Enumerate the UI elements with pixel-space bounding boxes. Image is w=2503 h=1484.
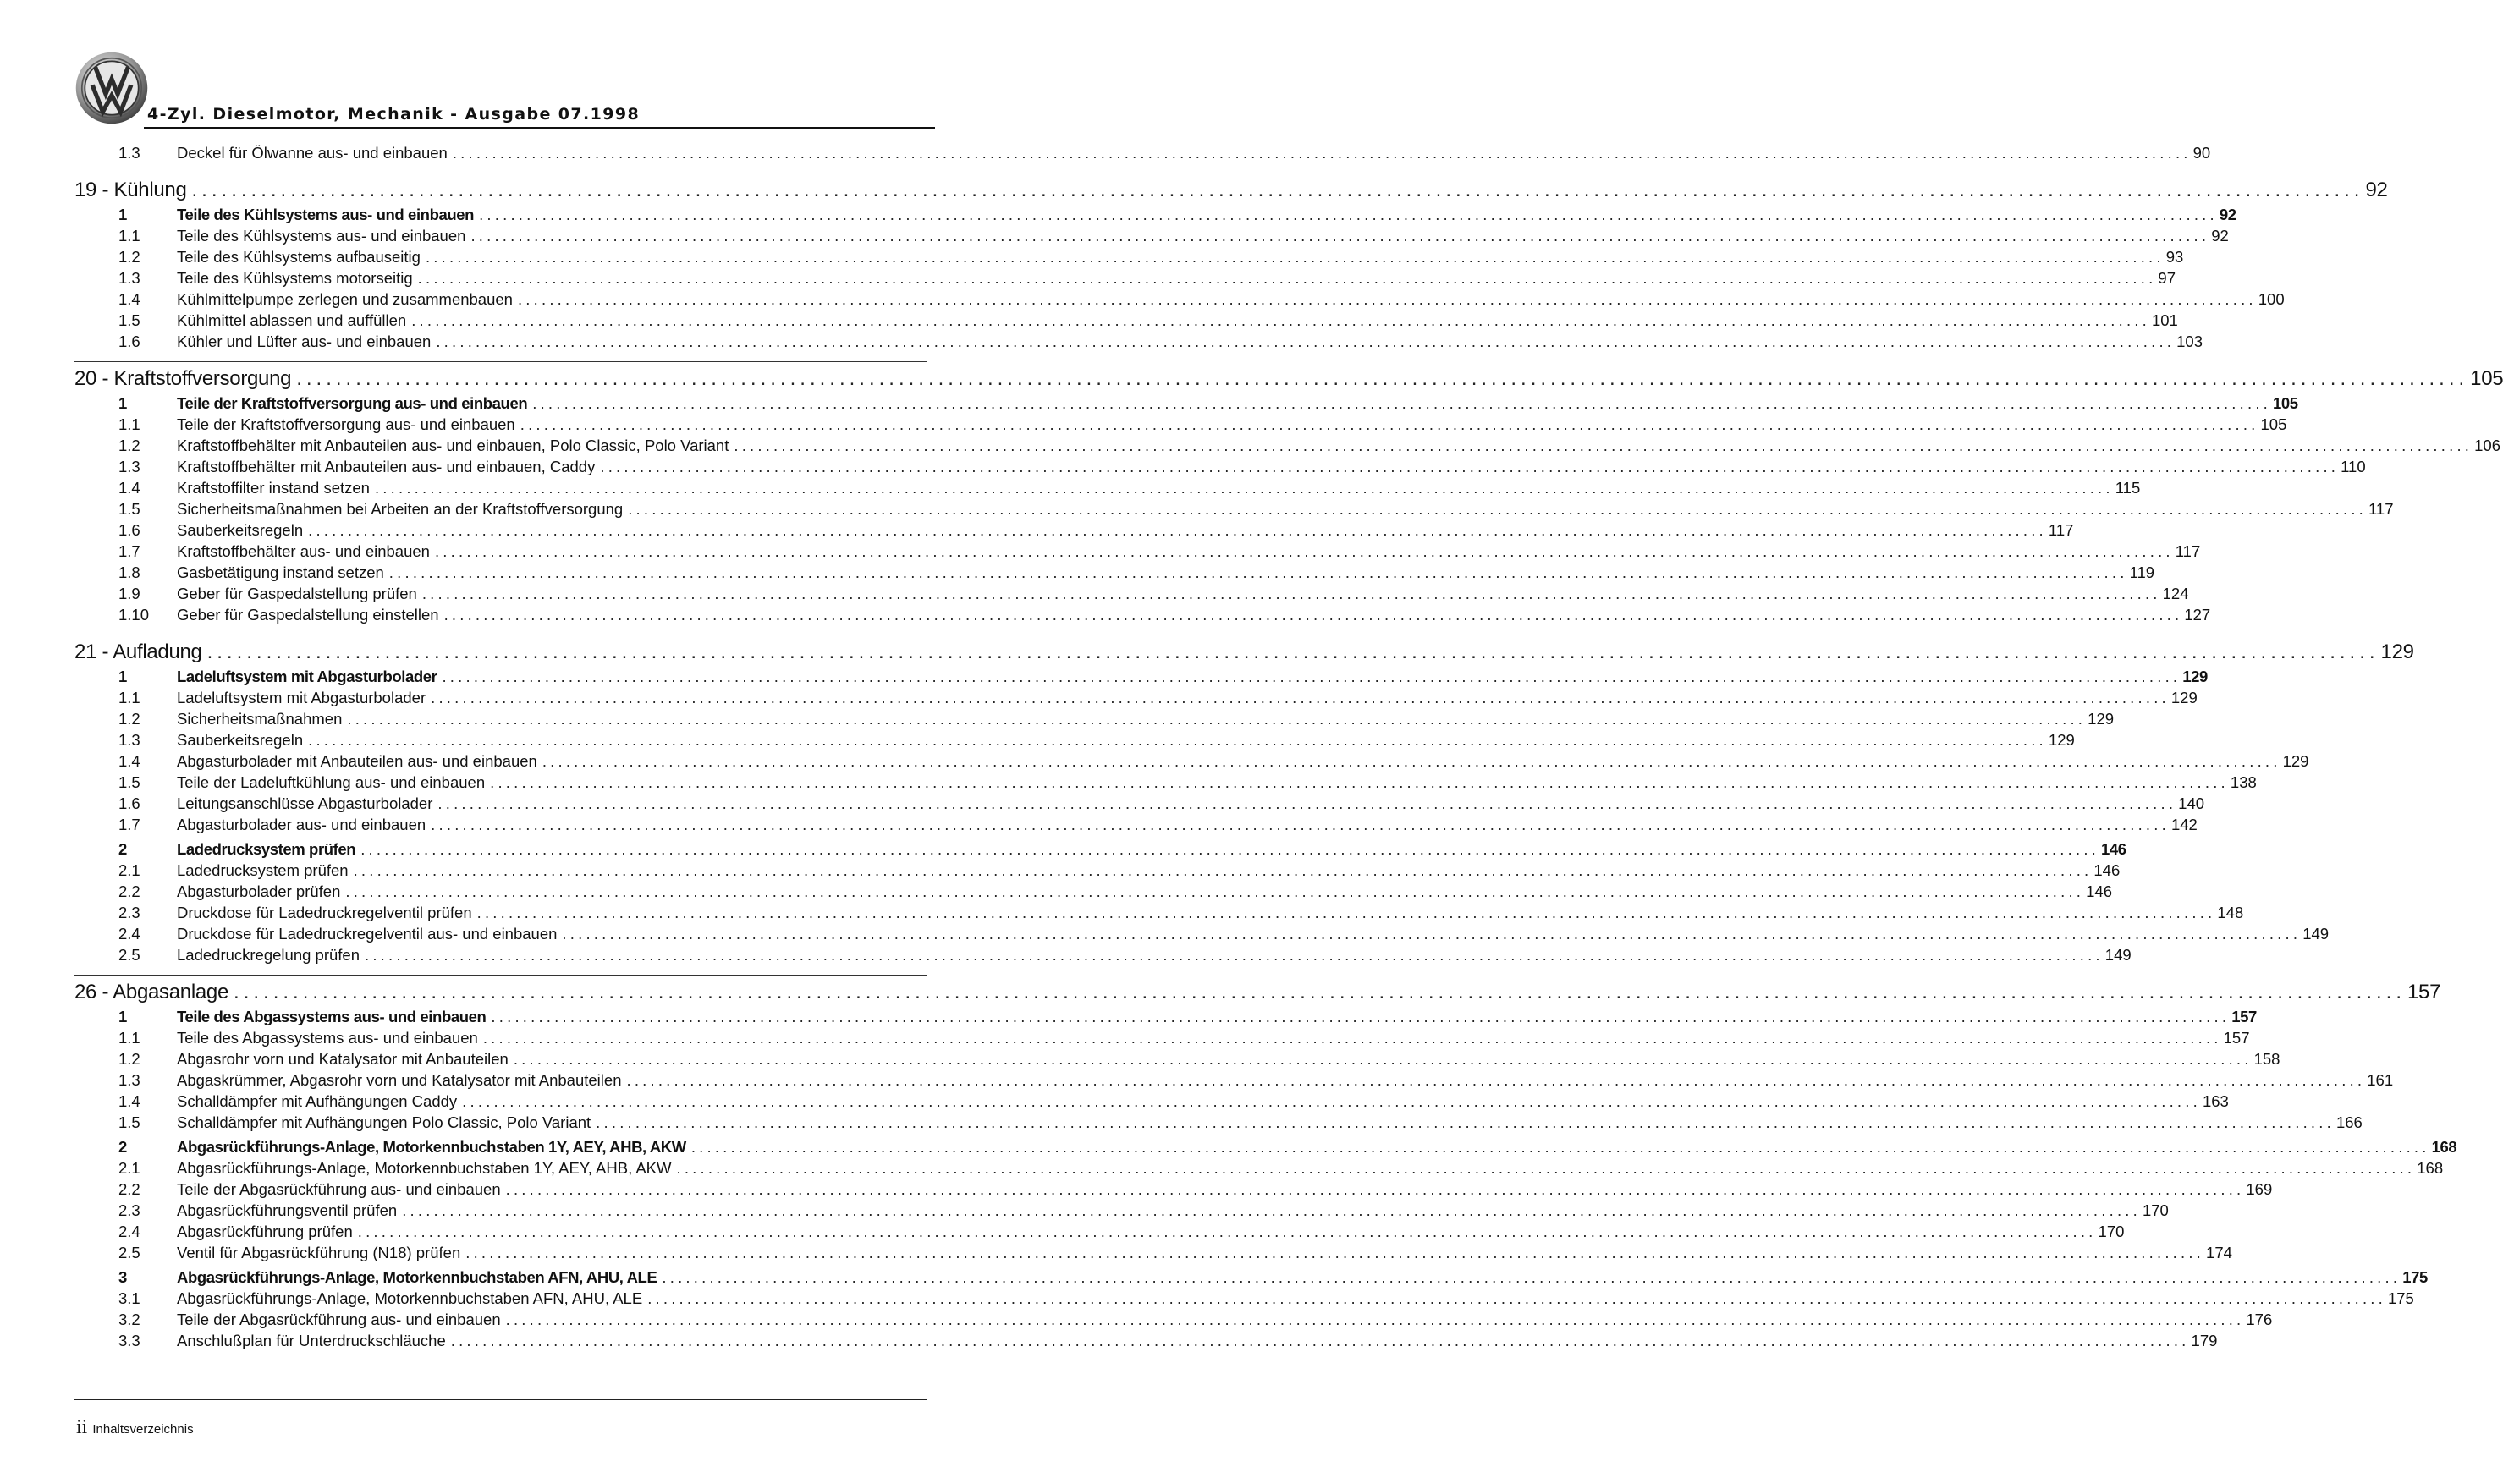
footer (76, 1416, 194, 1439)
entry-title: Ladeluftsystem mit Abgasturbolader (177, 668, 437, 685)
entry-page: 117 (2175, 542, 2201, 560)
entry-number: 2.2 (118, 1180, 140, 1198)
entry-title: Kraftstoffbehälter aus- und einbauen (177, 542, 430, 560)
toc-section-row[interactable] (118, 1267, 2428, 1288)
toc-subsection-row[interactable] (118, 903, 2244, 923)
entry-number: 2.1 (118, 1159, 140, 1177)
entry-title: Abgasrückführungs-Anlage, Motorkennbuchstaben 1Y, AEY, AHB, AKW (177, 1138, 686, 1156)
leader-dots: ............................................................................................................................................................................................................................ (347, 710, 2087, 728)
entry-page: 106 (2474, 437, 2501, 454)
leader-dots: ............................................................................................................................................................................................................................ (517, 290, 2257, 308)
entry-page: 175 (2402, 1268, 2428, 1286)
leader-dots: ............................................................................................................................................................................................................................ (411, 311, 2150, 329)
leader-dots: ............................................................................................................................................................................................................................ (491, 1008, 2231, 1025)
entry-title: Geber für Gaspedalstellung prüfen (177, 585, 417, 602)
toc-subsection-row[interactable] (118, 563, 2155, 583)
entry-title: Ladedrucksystem prüfen (177, 861, 349, 879)
entry-title: Abgasrückführungs-Anlage, Motorkennbuchstaben AFN, AHU, ALE (177, 1268, 657, 1286)
entry-page: 149 (2104, 946, 2132, 964)
entry-page: 163 (2202, 1092, 2229, 1110)
entry-title: Sauberkeitsregeln (177, 521, 304, 539)
leader-dots: ............................................................................................................................................................................................................................ (353, 861, 2093, 879)
entry-page: 174 (2206, 1244, 2232, 1261)
toc-subsection-row[interactable] (118, 1028, 2250, 1048)
entry-number: 1.8 (118, 563, 140, 581)
toc-subsection-row[interactable] (118, 751, 2309, 772)
leader-dots: ............................................................................................................................................................................................................................ (647, 1289, 2386, 1307)
entry-page: 129 (2170, 689, 2198, 706)
toc-subsection-row[interactable] (118, 311, 2178, 331)
entry-number: 3.1 (118, 1289, 140, 1307)
entry-number: 1.3 (118, 731, 140, 749)
toc-subsection-row[interactable] (118, 143, 2211, 163)
entry-page: 170 (2098, 1223, 2125, 1240)
entry-number: 1.3 (118, 269, 140, 287)
leader-dots: ............................................................................................................................................................................................................................ (690, 1138, 2430, 1156)
entry-page: 140 (2178, 794, 2205, 812)
entry-number: 1.7 (118, 816, 140, 833)
entry-number: 3 (118, 1268, 127, 1286)
entry-page: 124 (2162, 585, 2189, 602)
toc-subsection-row[interactable] (118, 268, 2176, 289)
leader-dots: ............................................................................................................................................................................................................................ (431, 689, 2170, 706)
entry-page: 129 (2088, 710, 2115, 728)
toc-subsection-row[interactable] (118, 1158, 2444, 1179)
entry-page: 105 (2273, 394, 2298, 412)
entry-number: 1.2 (118, 1050, 140, 1068)
leader-dots: ............................................................................................................................................................................................................................ (465, 1244, 2205, 1261)
entry-page: 97 (2158, 269, 2176, 287)
leader-dots: ............................................................................................................................................................................................................................ (562, 925, 2302, 943)
entry-page: 129 (2048, 731, 2075, 749)
leader-dots: ............................................................................................................................................................................................................................ (345, 882, 2085, 900)
leader-dots: ............................................................................................................................................................................................................................ (513, 1050, 2253, 1068)
entry-title: Anschlußplan für Unterdruckschläuche (177, 1332, 446, 1349)
entry-page: 158 (2253, 1050, 2280, 1068)
entry-page: 105 (2260, 415, 2287, 433)
entry-page: 115 (2115, 479, 2141, 497)
toc-subsection-row[interactable] (118, 815, 2198, 835)
toc-subsection-row[interactable] (118, 1070, 2394, 1091)
entry-number: 2.3 (118, 1201, 140, 1219)
toc-subsection-row[interactable] (118, 860, 2121, 881)
leader-dots: ............................................................................................................................................................................................................................ (421, 585, 2161, 602)
entry-title: Kühlmittel ablassen und auffüllen (177, 311, 407, 329)
entry-number: 1.3 (118, 1071, 140, 1089)
leader-dots: ............................................................................................................................................................................................................................ (505, 1180, 2245, 1198)
toc-subsection-row[interactable] (118, 730, 2075, 750)
leader-dots: ............................................................................................................................................................................................................................ (234, 981, 2406, 1003)
entry-number: 1.1 (118, 415, 140, 433)
entry-number: 1.10 (118, 606, 150, 624)
toc-subsection-row[interactable] (118, 709, 2115, 729)
toc-subsection-row[interactable] (118, 499, 2394, 519)
volkswagen-logo-icon (74, 51, 149, 125)
leader-dots: ............................................................................................................................................................................................................................ (442, 668, 2181, 685)
entry-number: 1.4 (118, 479, 140, 497)
entry-page: 93 (2165, 248, 2184, 266)
entry-number: 1.6 (118, 794, 140, 812)
entry-page: 170 (2142, 1201, 2169, 1219)
entry-title: Abgaskrümmer, Abgasrohr vorn und Katalysator mit Anbauteilen (177, 1071, 622, 1089)
entry-title: Teile des Kühlsystems motorseitig (177, 269, 413, 287)
entry-number: 2.4 (118, 1223, 140, 1240)
entry-page: 103 (2176, 333, 2203, 350)
leader-dots: ............................................................................................................................................................................................................................ (431, 816, 2170, 833)
chapter-title: 20 - Kraftstoffversorgung (74, 367, 292, 390)
entry-page: 117 (2048, 521, 2074, 539)
chapter-page: 92 (2365, 179, 2388, 201)
document-title: 4-Zyl. Dieselmotor, Mechanik - Ausgabe 07.1998 (147, 105, 641, 124)
entry-number: 1.7 (118, 542, 140, 560)
leader-dots: ............................................................................................................................................................................................................................ (520, 415, 2259, 433)
entry-number: 2.5 (118, 1244, 140, 1261)
chapter-divider (74, 975, 927, 976)
entry-page: 169 (2246, 1180, 2273, 1198)
entry-page: 146 (2086, 882, 2113, 900)
footer-label: Inhaltsverzeichnis (92, 1422, 194, 1437)
toc-subsection-row[interactable] (118, 415, 2287, 435)
entry-number: 1.2 (118, 248, 140, 266)
entry-page: 100 (2258, 290, 2285, 308)
toc-subsection-row[interactable] (118, 1243, 2232, 1263)
toc-subsection-row[interactable] (118, 945, 2132, 965)
entry-number: 2.2 (118, 882, 140, 900)
entry-title: Schalldämpfer mit Aufhängungen Caddy (177, 1092, 458, 1110)
entry-number: 2 (118, 1138, 127, 1156)
entry-page: 101 (2151, 311, 2178, 329)
entry-number: 2.3 (118, 904, 140, 921)
footer-page-number: ii (76, 1416, 88, 1438)
entry-title: Kraftstoffbehälter mit Anbauteilen aus- und einbauen, Caddy (177, 458, 596, 475)
leader-dots: ............................................................................................................................................................................................................................ (662, 1268, 2401, 1286)
entry-number: 1.4 (118, 290, 140, 308)
entry-page: 119 (2129, 563, 2155, 581)
entry-title: Leitungsanschlüsse Abgasturbolader (177, 794, 433, 812)
entry-number: 1.1 (118, 227, 140, 245)
entry-title: Teile des Abgassystems aus- und einbauen (177, 1029, 478, 1047)
entry-page: 168 (2431, 1138, 2457, 1156)
toc-subsection-row[interactable] (118, 1113, 2363, 1133)
entry-title: Abgasrückführungs-Anlage, Motorkennbuchstaben 1Y, AEY, AHB, AKW (177, 1159, 672, 1177)
leader-dots: ............................................................................................................................................................................................................................ (206, 640, 2379, 663)
entry-title: Abgasrückführungs-Anlage, Motorkennbuchstaben AFN, AHU, ALE (177, 1289, 643, 1307)
toc-section-row[interactable] (118, 839, 2126, 860)
entry-page: 157 (2223, 1029, 2250, 1047)
entry-title: Druckdose für Ladedruckregelventil aus- und einbauen (177, 925, 558, 943)
leader-dots: ............................................................................................................................................................................................................................ (626, 1071, 2366, 1089)
entry-number: 1.5 (118, 1113, 140, 1131)
leader-dots: ............................................................................................................................................................................................................................ (628, 500, 2367, 518)
header-divider (144, 127, 935, 129)
toc-subsection-row[interactable] (118, 436, 2501, 456)
toc-subsection-row[interactable] (118, 794, 2205, 814)
toc-subsection-row[interactable] (118, 1222, 2125, 1242)
entry-page: 117 (2368, 500, 2394, 518)
entry-number: 1.5 (118, 311, 140, 329)
leader-dots: ............................................................................................................................................................................................................................ (436, 333, 2176, 350)
leader-dots: ............................................................................................................................................................................................................................ (417, 269, 2157, 287)
chapter-page: 105 (2470, 367, 2503, 390)
leader-dots: ............................................................................................................................................................................................................................ (365, 946, 2104, 964)
entry-number: 2 (118, 840, 127, 858)
leader-dots: ............................................................................................................................................................................................................................ (360, 840, 2099, 858)
entry-title: Abgasrückführung prüfen (177, 1223, 353, 1240)
entry-number: 1 (118, 1008, 127, 1025)
toc-subsection-row[interactable] (118, 1049, 2280, 1069)
toc-subsection-row[interactable] (118, 924, 2330, 944)
entry-number: 1.4 (118, 1092, 140, 1110)
leader-dots: ............................................................................................................................................................................................................................ (482, 1029, 2222, 1047)
toc-subsection-row[interactable] (118, 520, 2074, 541)
entry-title: Sauberkeitsregeln (177, 731, 304, 749)
leader-dots: ............................................................................................................................................................................................................................ (734, 437, 2473, 454)
entry-number: 1.2 (118, 437, 140, 454)
entry-title: Teile des Kühlsystems aus- und einbauen (177, 227, 466, 245)
entry-number: 1.3 (118, 144, 140, 162)
entry-title: Teile des Kühlsystems aufbauseitig (177, 248, 421, 266)
entry-title: Ladedrucksystem prüfen (177, 840, 356, 858)
toc-subsection-row[interactable] (118, 1289, 2414, 1309)
toc-chapter-row[interactable] (74, 177, 2388, 204)
entry-page: 161 (2367, 1071, 2394, 1089)
leader-dots: ............................................................................................................................................................................................................................ (490, 773, 2229, 791)
entry-title: Abgasturbolader mit Anbauteilen aus- und einbauen (177, 752, 537, 770)
leader-dots: ............................................................................................................................................................................................................................ (357, 1223, 2097, 1240)
chapter-page: 157 (2407, 981, 2441, 1003)
leader-dots: ............................................................................................................................................................................................................................ (462, 1092, 2201, 1110)
leader-dots: ............................................................................................................................................................................................................................ (308, 731, 2047, 749)
entry-number: 1.9 (118, 585, 140, 602)
entry-number: 1 (118, 668, 127, 685)
entry-page: 146 (2093, 861, 2121, 879)
leader-dots: ............................................................................................................................................................................................................................ (434, 542, 2174, 560)
toc-chapter-row[interactable] (74, 639, 2414, 666)
entry-number: 1 (118, 206, 127, 223)
entry-page: 142 (2170, 816, 2198, 833)
leader-dots: ............................................................................................................................................................................................................................ (479, 206, 2218, 223)
toc-subsection-row[interactable] (118, 247, 2184, 267)
toc-subsection-row[interactable] (118, 541, 2201, 562)
entry-number: 2.5 (118, 946, 140, 964)
entry-title: Druckdose für Ladedruckregelventil prüfen (177, 904, 472, 921)
toc-subsection-row[interactable] (118, 332, 2203, 352)
entry-number: 1.4 (118, 752, 140, 770)
leader-dots: ............................................................................................................................................................................................................................ (542, 752, 2281, 770)
toc-chapter-row[interactable] (74, 979, 2441, 1006)
leader-dots: ............................................................................................................................................................................................................................ (676, 1159, 2416, 1177)
leader-dots: ............................................................................................................................................................................................................................ (402, 1201, 2141, 1219)
toc-subsection-row[interactable] (118, 1091, 2229, 1112)
entry-title: Kraftstoffbehälter mit Anbauteilen aus- und einbauen, Polo Classic, Polo Variant (177, 437, 729, 454)
entry-page: 138 (2230, 773, 2257, 791)
entry-number: 1.5 (118, 773, 140, 791)
toc-section-row[interactable] (118, 393, 2298, 414)
entry-page: 149 (2302, 925, 2330, 943)
entry-title: Abgasturbolader aus- und einbauen (177, 816, 426, 833)
toc-subsection-row[interactable] (118, 1179, 2273, 1200)
entry-number: 1.1 (118, 689, 140, 706)
toc-section-row[interactable] (118, 667, 2208, 687)
toc-subsection-row[interactable] (118, 772, 2257, 793)
toc-subsection-row[interactable] (118, 882, 2113, 902)
leader-dots: ............................................................................................................................................................................................................................ (505, 1311, 2245, 1328)
entry-title: Teile des Kühlsystems aus- und einbauen (177, 206, 475, 223)
entry-page: 146 (2101, 840, 2126, 858)
entry-title: Teile des Abgassystems aus- und einbauen (177, 1008, 487, 1025)
entry-title: Abgasturbolader prüfen (177, 882, 341, 900)
leader-dots: ............................................................................................................................................................................................................................ (425, 248, 2165, 266)
leader-dots: ............................................................................................................................................................................................................................ (452, 144, 2192, 162)
entry-page: 90 (2192, 144, 2211, 162)
toc-subsection-row[interactable] (118, 1310, 2273, 1330)
entry-number: 1.3 (118, 458, 140, 475)
toc-subsection-row[interactable] (118, 289, 2285, 310)
entry-page: 176 (2246, 1311, 2273, 1328)
entry-title: Teile der Abgasrückführung aus- und einbauen (177, 1180, 501, 1198)
leader-dots: ............................................................................................................................................................................................................................ (450, 1332, 2190, 1349)
entry-number: 3.2 (118, 1311, 140, 1328)
toc-subsection-row[interactable] (118, 688, 2198, 708)
entry-page: 129 (2182, 668, 2208, 685)
chapter-title: 26 - Abgasanlage (74, 981, 229, 1003)
leader-dots: ............................................................................................................................................................................................................................ (374, 479, 2114, 497)
toc-subsection-row[interactable] (118, 1331, 2218, 1351)
leader-dots: ............................................................................................................................................................................................................................ (296, 367, 2469, 390)
toc-section-row[interactable] (118, 205, 2236, 225)
entry-title: Sicherheitsmaßnahmen (177, 710, 343, 728)
entry-title: Geber für Gaspedalstellung einstellen (177, 606, 439, 624)
entry-page: 175 (2387, 1289, 2414, 1307)
entry-number: 1 (118, 394, 127, 412)
entry-title: Kraftstoffilter instand setzen (177, 479, 370, 497)
chapter-divider (74, 361, 927, 362)
chapter-page: 129 (2380, 640, 2414, 663)
entry-title: Abgasrückführungsventil prüfen (177, 1201, 398, 1219)
leader-dots: ............................................................................................................................................................................................................................ (191, 179, 2364, 201)
toc-section-row[interactable] (118, 1137, 2457, 1157)
leader-dots: ............................................................................................................................................................................................................................ (443, 606, 2183, 624)
entry-number: 1.6 (118, 333, 140, 350)
toc-subsection-row[interactable] (118, 584, 2189, 604)
entry-title: Kühler und Lüfter aus- und einbauen (177, 333, 432, 350)
toc-subsection-row[interactable] (118, 457, 2366, 477)
entry-title: Ventil für Abgasrückführung (N18) prüfen (177, 1244, 461, 1261)
toc-subsection-row[interactable] (118, 478, 2141, 498)
entry-title: Kühlmittelpumpe zerlegen und zusammenbauen (177, 290, 513, 308)
entry-page: 127 (2184, 606, 2211, 624)
leader-dots: ............................................................................................................................................................................................................................ (596, 1113, 2335, 1131)
entry-title: Teile der Ladeluftkühlung aus- und einbauen (177, 773, 486, 791)
entry-number: 3.3 (118, 1332, 140, 1349)
entry-title: Abgasrohr vorn und Katalysator mit Anbauteilen (177, 1050, 509, 1068)
entry-page: 110 (2341, 458, 2366, 475)
leader-dots: ............................................................................................................................................................................................................................ (600, 458, 2340, 475)
entry-page: 92 (2211, 227, 2229, 245)
toc-subsection-row[interactable] (118, 1201, 2169, 1221)
entry-number: 2.1 (118, 861, 140, 879)
leader-dots: ............................................................................................................................................................................................................................ (437, 794, 2177, 812)
toc-chapter-row[interactable] (74, 366, 2503, 393)
entry-number: 1.6 (118, 521, 140, 539)
entry-title: Schalldämpfer mit Aufhängungen Polo Classic, Polo Variant (177, 1113, 591, 1131)
entry-title: Teile der Kraftstoffversorgung aus- und einbauen (177, 415, 515, 433)
entry-title: Gasbetätigung instand setzen (177, 563, 384, 581)
entry-title: Sicherheitsmaßnahmen bei Arbeiten an der Kraftstoffversorgung (177, 500, 624, 518)
footer-divider (74, 1399, 927, 1400)
entry-title: Teile der Kraftstoffversorgung aus- und einbauen (177, 394, 528, 412)
leader-dots: ............................................................................................................................................................................................................................ (388, 563, 2128, 581)
entry-title: Teile der Abgasrückführung aus- und einbauen (177, 1311, 501, 1328)
toc-subsection-row[interactable] (118, 605, 2211, 625)
leader-dots: ............................................................................................................................................................................................................................ (308, 521, 2047, 539)
entry-page: 157 (2231, 1008, 2257, 1025)
entry-page: 179 (2191, 1332, 2218, 1349)
leader-dots: ............................................................................................................................................................................................................................ (470, 227, 2210, 245)
toc-section-row[interactable] (118, 1007, 2257, 1027)
entry-number: 1.1 (118, 1029, 140, 1047)
entry-number: 1.5 (118, 500, 140, 518)
entry-number: 1.2 (118, 710, 140, 728)
entry-page: 168 (2417, 1159, 2444, 1177)
entry-page: 129 (2282, 752, 2309, 770)
chapter-title: 21 - Aufladung (74, 640, 202, 663)
entry-page: 166 (2335, 1113, 2363, 1131)
chapter-title: 19 - Kühlung (74, 179, 187, 201)
entry-page: 92 (2219, 206, 2236, 223)
entry-number: 2.4 (118, 925, 140, 943)
entry-title: Deckel für Ölwanne aus- und einbauen (177, 144, 448, 162)
leader-dots: ............................................................................................................................................................................................................................ (532, 394, 2272, 412)
entry-page: 148 (2217, 904, 2244, 921)
entry-title: Ladeluftsystem mit Abgasturbolader (177, 689, 426, 706)
toc-subsection-row[interactable] (118, 226, 2229, 246)
entry-title: Ladedruckregelung prüfen (177, 946, 360, 964)
leader-dots: ............................................................................................................................................................................................................................ (476, 904, 2216, 921)
